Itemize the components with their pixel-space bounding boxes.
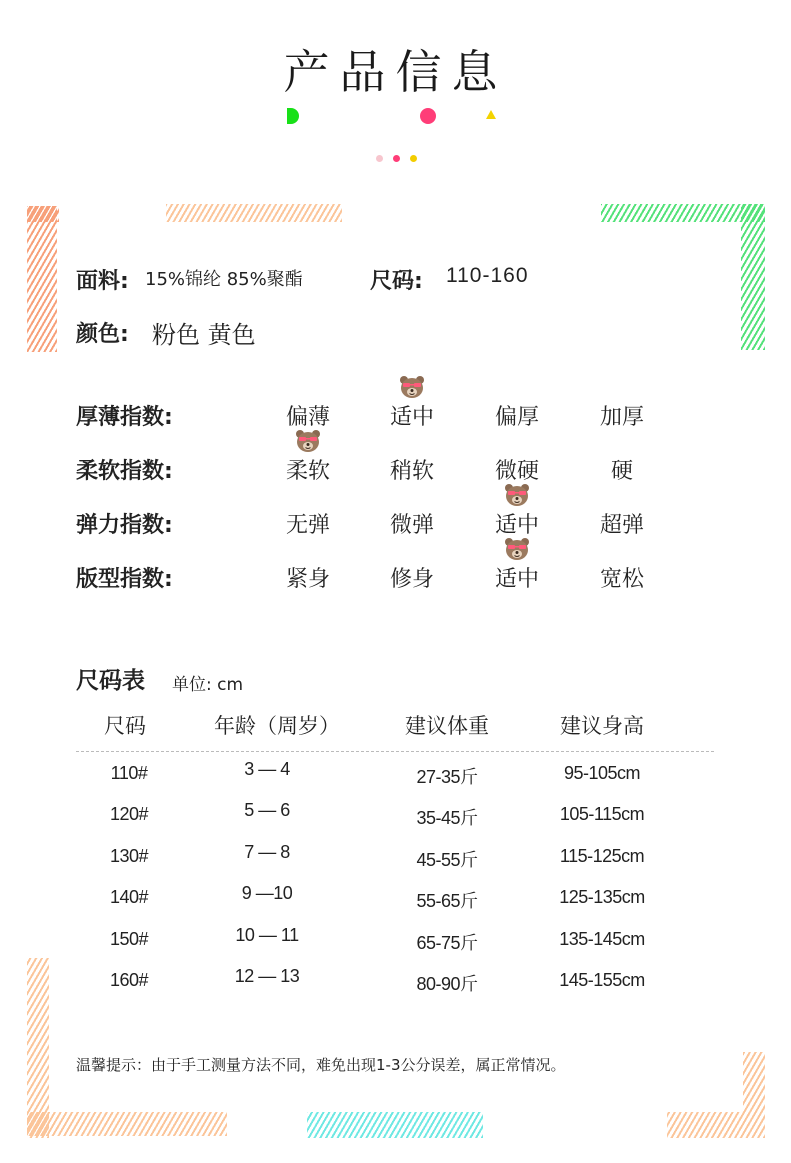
pink-circle-icon	[420, 108, 436, 124]
size-value: 110-160	[446, 264, 529, 287]
table-cell: 9 —10	[241, 883, 293, 903]
index-option: 柔软	[285, 459, 330, 484]
table-cell: 115-125cm	[559, 846, 645, 866]
frame-edge-top-left	[27, 206, 59, 222]
table-cell: 140#	[109, 887, 149, 907]
bear-marker-icon	[398, 375, 426, 399]
dot-icon	[393, 155, 400, 162]
index-option: 微硬	[494, 459, 539, 484]
table-header-cell: 尺码	[104, 714, 146, 738]
index-label: 弹力指数:	[76, 513, 173, 538]
index-option: 微弹	[389, 513, 434, 538]
index-option: 超弹	[599, 513, 644, 538]
table-cell: 160#	[109, 970, 149, 990]
table-cell: 150#	[109, 929, 149, 949]
index-option: 偏厚	[494, 405, 539, 430]
index-option: 宽松	[599, 567, 644, 592]
table-cell: 95-105cm	[563, 763, 641, 783]
dot-icon	[410, 155, 417, 162]
bear-marker-icon	[503, 483, 531, 507]
frame-edge-bottom-right	[667, 1112, 765, 1138]
table-header-cell: 建议体重	[405, 714, 489, 738]
table-cell: 3 — 4	[244, 759, 290, 779]
table-cell: 80-90斤	[416, 974, 478, 994]
size-table-title: 尺码表	[76, 668, 145, 694]
frame-corner-bottom-left	[27, 958, 49, 1138]
table-cell: 10 — 11	[235, 925, 299, 945]
table-cell: 5 — 6	[244, 800, 290, 820]
index-option: 稍软	[389, 459, 434, 484]
yellow-triangle-icon	[486, 110, 496, 119]
header-divider	[76, 751, 714, 752]
table-cell: 12 — 13	[234, 966, 300, 986]
frame-edge-bottom	[307, 1112, 483, 1138]
index-option: 硬	[610, 459, 633, 484]
table-cell: 35-45斤	[416, 808, 478, 828]
page-title: 产品信息	[283, 45, 508, 99]
table-cell: 125-135cm	[559, 887, 645, 907]
index-option: 偏薄	[285, 405, 330, 430]
bear-marker-icon	[294, 429, 322, 453]
index-option: 紧身	[285, 567, 330, 592]
color-value: 粉色 黄色	[152, 321, 256, 349]
table-cell: 145-155cm	[559, 970, 645, 990]
table-header-cell: 年龄（周岁）	[214, 714, 340, 738]
fabric-label: 面料:	[76, 269, 129, 294]
index-option: 加厚	[599, 405, 644, 430]
index-option: 适中	[389, 405, 434, 430]
frame-corner-top-left	[27, 206, 57, 352]
index-option: 适中	[494, 513, 539, 538]
table-cell: 130#	[109, 846, 149, 866]
size-table-unit: 单位: cm	[172, 675, 244, 695]
index-label: 版型指数:	[76, 567, 173, 592]
table-cell: 45-55斤	[416, 850, 478, 870]
table-cell: 120#	[109, 804, 149, 824]
index-option: 适中	[494, 567, 539, 592]
index-label: 厚薄指数:	[76, 405, 173, 430]
table-cell: 27-35斤	[416, 767, 478, 787]
index-option: 无弹	[285, 513, 330, 538]
frame-edge-right	[741, 204, 765, 350]
size-label: 尺码:	[370, 269, 423, 294]
table-cell: 65-75斤	[416, 933, 478, 953]
dot-icon	[376, 155, 383, 162]
bear-marker-icon	[503, 537, 531, 561]
fabric-value: 15%锦纶 85%聚酯	[145, 269, 303, 290]
table-cell: 55-65斤	[416, 891, 478, 911]
table-cell: 7 — 8	[244, 842, 290, 862]
green-half-circle-icon	[287, 108, 299, 124]
table-cell: 105-115cm	[559, 804, 645, 824]
table-cell: 135-145cm	[559, 929, 645, 949]
table-cell: 110#	[110, 763, 148, 783]
color-label: 颜色:	[76, 322, 129, 347]
tip-text: 温馨提示：由于手工测量方法不同，难免出现1-3公分误差，属正常情况。	[76, 1056, 566, 1074]
index-label: 柔软指数:	[76, 459, 173, 484]
table-header-cell: 建议身高	[560, 714, 644, 738]
index-option: 修身	[389, 567, 434, 592]
frame-edge-top	[166, 204, 342, 222]
frame-edge-bottom-left	[27, 1112, 227, 1136]
